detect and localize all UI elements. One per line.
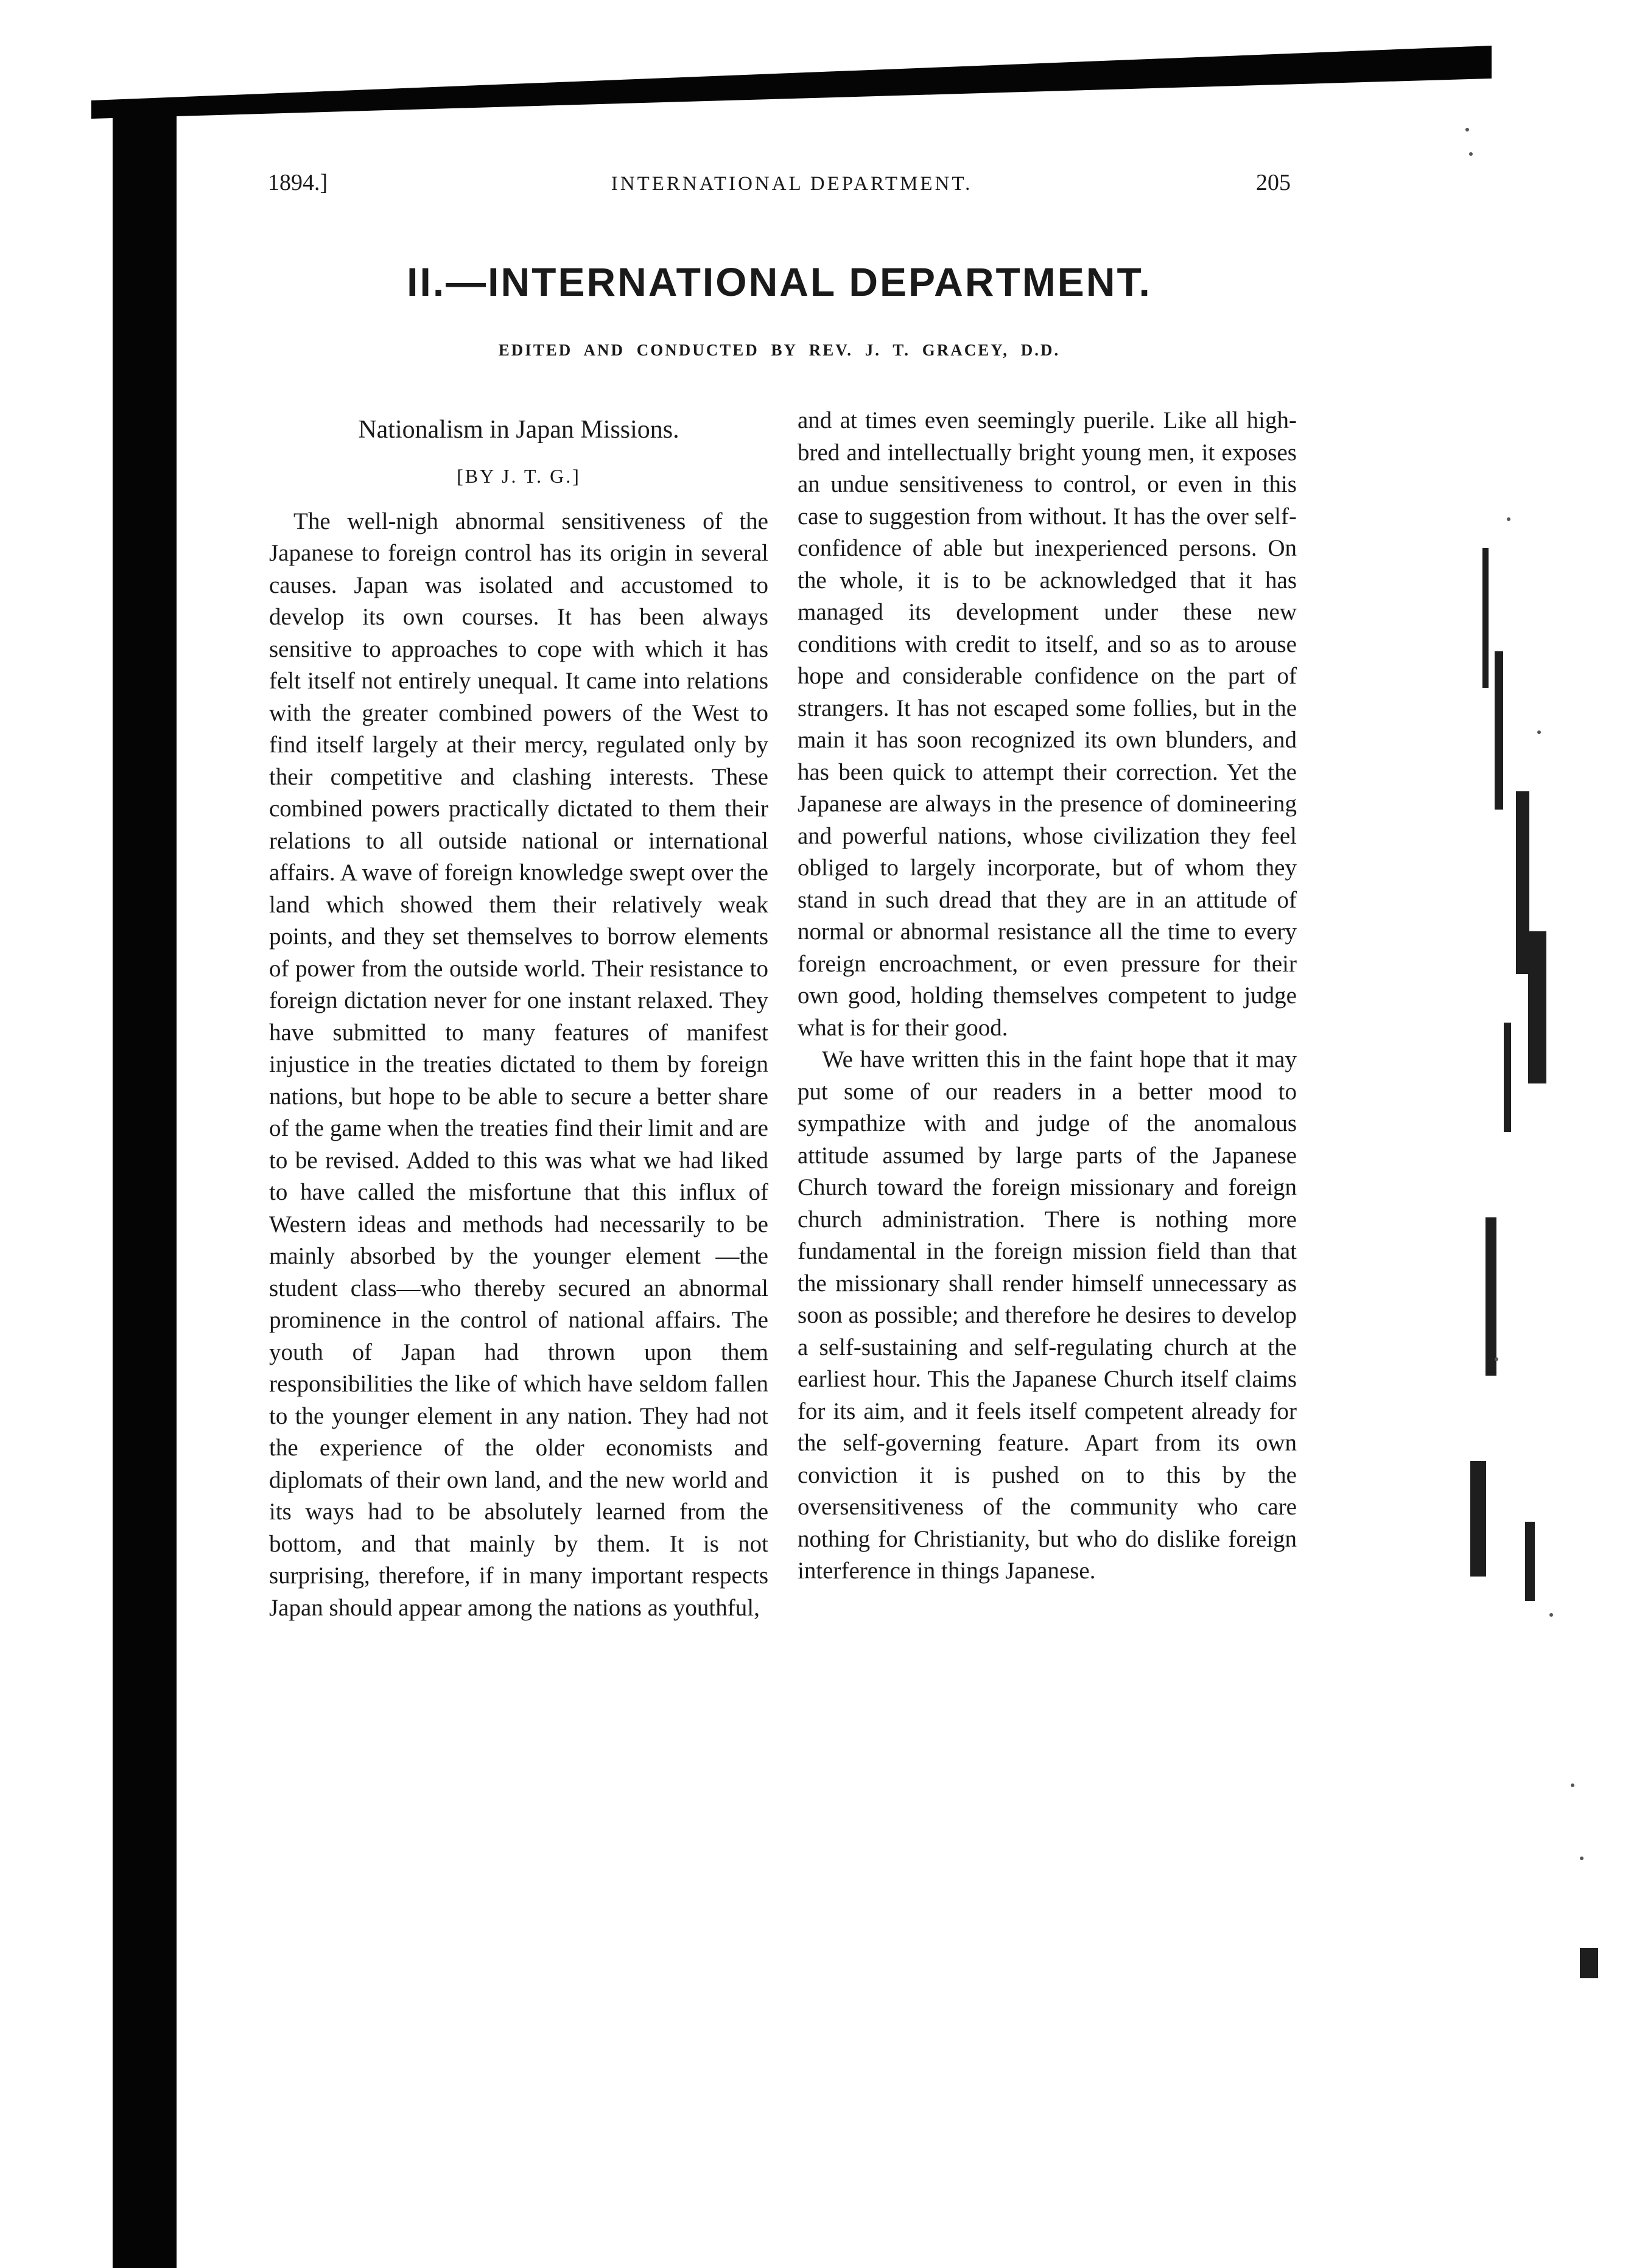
right-column-paragraph-1: and at times even seemingly puerile. Like all high-bred and intellectually bright young men, it exposes an undue sensitiveness to control, or even in this case to suggestion from without. It has the over self-confidence of able but inexperienced persons. On the whole, it is to be acknowledged that it has managed its development under these new conditions with credit to itself, and so as to arouse hope and considerable confidence on the part of strangers. It has not escaped some follies, but in the main it has soon recognized its own blunders, and has been quick to attempt their correction. Yet the Japanese are always in the presence of domineering and powerful nations, whose civilization they feel obliged to largely incorporate, but of whom they stand in such dread that they are in an attitude of normal or abnormal resistance all the time to every foreign encroachment, or even pressure for their own good, holding themselves competent to judge what is for their good. bbox=[798, 407, 1297, 1041]
header-section: INTERNATIONAL DEPARTMENT. bbox=[611, 173, 973, 195]
article-byline: [BY J. T. G.] bbox=[457, 465, 581, 487]
scan-top-edge bbox=[91, 46, 1492, 119]
article-title: Nationalism in Japan Missions. bbox=[358, 416, 679, 444]
running-header bbox=[268, 169, 1291, 206]
header-year: 1894.] bbox=[268, 170, 328, 195]
right-column bbox=[798, 405, 1297, 1587]
left-column-paragraph: The well-nigh abnormal sensitiveness of the Japanese to foreign control has its origin in several causes. Japan was isolated and accustomed to develop its own courses. It has been always sensitive to approaches to cope with which it has felt itself not entirely unequal. It came into relations with the greater combined powers of the West to find itself largely at their mercy, regulated only by their competitive and clashing interests. These combined powers practically dictated to them their relations to all outside national or international affairs. A wave of foreign knowledge swept over the land which showed them their relatively weak points, and they set themselves to borrow elements of power from the outside world. Their resistance to foreign dictation never for one instant relaxed. They have submitted to many features of manifest injustice in the treaties dictated to them by foreign nations, but hope to be able to secure a better share of the game when the treaties find their limit and are to be revised. Added to this was what we had liked to have called the misfortune that this influx of Western ideas and methods had necessarily to be mainly absorbed by the younger element —the student class—who thereby secured an abnormal prominence in the control of national affairs. The youth of Japan had thrown upon them responsibilities the like of which have seldom fallen to the younger element in any nation. They had not the experience of the older economists and diplomats of their own land, and the new world and its ways had to be absolutely learned from the bottom, and that mainly by them. It is not surprising, therefore, if in many important respects Japan should appear among the nations as youthful, bbox=[269, 508, 768, 1621]
editor-line: EDITED AND CONDUCTED BY REV. J. T. GRACEY, D.D. bbox=[498, 341, 1061, 359]
page-number: 205 bbox=[1255, 170, 1291, 195]
scan-left-edge bbox=[113, 103, 177, 2268]
scan-right-edge-noise bbox=[1458, 152, 1604, 1978]
right-column-paragraph-2: We have written this in the faint hope that it may put some of our readers in a better mood to sympathize with and judge of the anomalous attitude assumed by large parts of the Japanese Church toward the foreign missionary and foreign church administration. There is nothing more fundamental in the foreign mission field than that the missionary shall render himself unnecessary as soon as possible; and therefore he desires to develop a self-sustaining and self-regulating church at the earliest hour. This the Japanese Church itself claims for its aim, and it feels itself competent already for the self-governing feature. Apart from its own conviction it is pushed on to this by the oversensitiveness of the community who care nothing for Christianity, but who do dislike foreign interference in things Japanese. bbox=[798, 1046, 1297, 1584]
left-column bbox=[269, 405, 768, 1624]
department-title: II.—INTERNATIONAL DEPARTMENT. bbox=[407, 259, 1152, 304]
